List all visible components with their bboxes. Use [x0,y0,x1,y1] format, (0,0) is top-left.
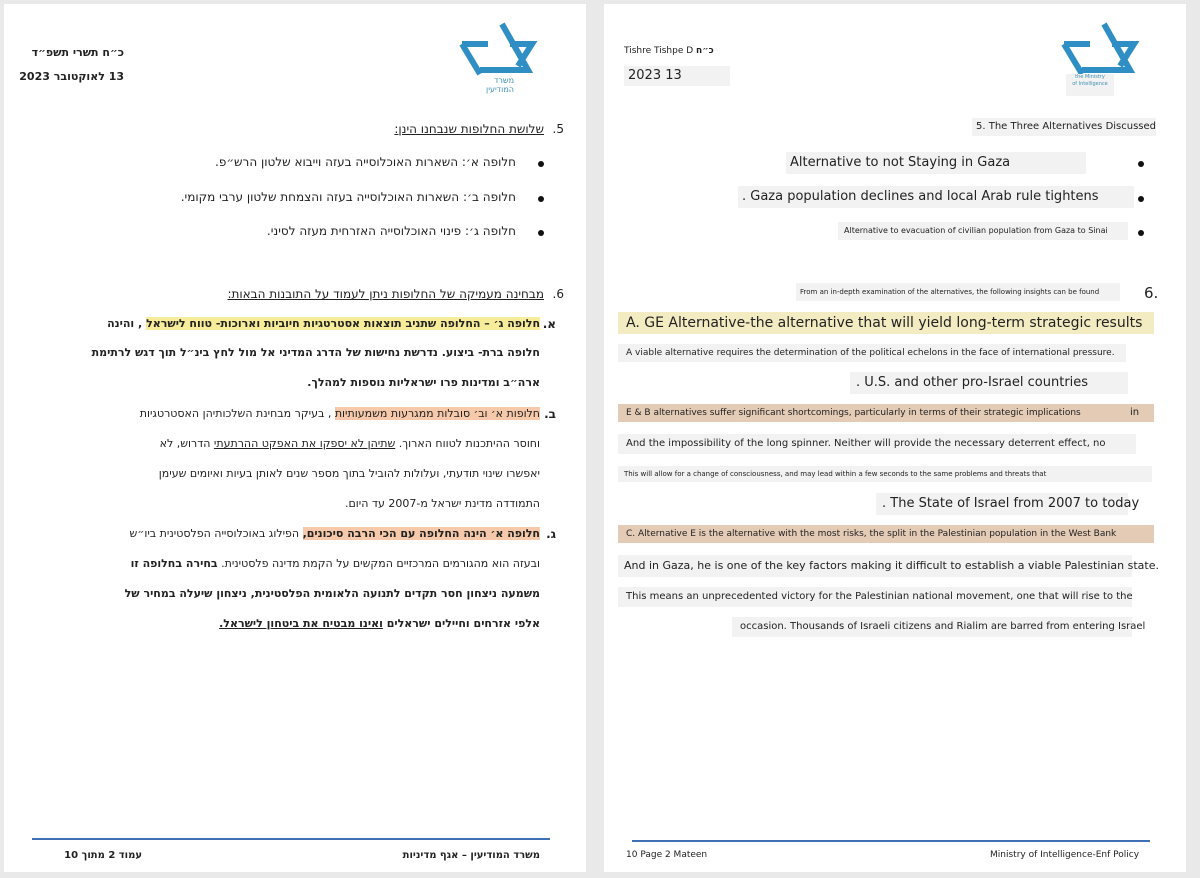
section5-bullet-2: חלופה ב׳: השארות האוכלוסייה בעזה והצמחת שלטון ערבי מקומי. [180,190,516,204]
translation-line-b: E & B alternatives suffer significant shortcomings, particularly in terms of their strategic implications [618,404,1122,422]
item-b-letter: ב. [544,407,556,421]
section5-heading: 5. The Three Alternatives Discussed [972,118,1156,136]
translated-date-text: Tishre Tishpe D [624,46,694,56]
item-c-line2-b: בחירה בחלופה זו [130,557,218,570]
item-b-line1-rest: , בעיקר מבחינת השלכותיהן האסטרטגיות [139,407,332,420]
footer-department: Ministry of Intelligence-Enf Policy [990,850,1140,860]
item-a-line2: חלופה ברת- ביצוע. נדרשת נחישות של הדרג המדיני אל מול לחץ בינ״ל תוך דגש לרתימת [91,346,540,359]
translation-line-c: C. Alternative E is the alternative with the most risks, the split in the Palestinian population in the West Bank [618,525,1154,543]
item-c-line4-underlined: ואינו מבטיח את ביטחון לישראל. [219,617,383,630]
hebrew-document-page [4,4,586,872]
highlight-a: חלופה ג׳ – החלופה שתניב תוצאות אסטרטגיות חיוביות וארוכות- טווח לישראל [146,317,540,330]
footer-rule [32,838,550,840]
logo-text-line2: המודיעין [486,85,514,94]
item-a-line3: ארה״ב ומדינות פרו ישראליות נוספות למהלך. [307,376,540,389]
item-a-line1-rest: , והינה [107,317,143,330]
item-a-letter: א. [542,317,556,331]
section5-heading: שלושת החלופות שנבחנו הינן: [394,122,544,136]
item-c-line4 [20,617,540,630]
footer-department: משרד המודיעין – אגף מדיניות [402,850,540,861]
item-b-line4: התמודדה מדינת ישראל מ-2007 עד היום. [345,497,540,510]
logo-text-line1: the Ministry [1075,74,1105,80]
section6-heading: מבחינה מעמיקה של החלופות ניתן לעמוד על התובנות הבאות: [227,287,544,301]
bullet-dot [1138,161,1144,167]
translated-date-hebrew: כ״ח [696,46,714,56]
translated-date-line1 [624,46,728,60]
item-c-line4-a: אלפי אזרחים וחיילים ישראלים [386,617,540,630]
translation-line-b3: This will allow for a change of consciousness, and may lead within a few seconds to the same problems and threats that [618,466,1152,482]
item-c-letter: ג. [546,527,556,541]
logo-caption-box [1066,74,1114,96]
section5-bullet-2: . Gaza population declines and local Arab rule tightens [738,186,1134,208]
translation-line-c4: occasion. Thousands of Israeli citizens and Rialim are barred from entering Israel [732,617,1132,637]
item-b-line2 [20,437,540,450]
section6-number: 6. [1144,284,1159,302]
item-b-line2-underlined: שתיהן לא יספקו את האפקט ההרתעתי [213,437,396,450]
item-c-line1-rest: הפילוג באוכלוסייה הפלסטינית ביו״ש [129,527,300,540]
ministry-logo [458,18,538,98]
section5-bullet-3: Alternative to evacuation of civilian population from Gaza to Sinai [838,222,1128,240]
logo-text-line2: of Intelligence [1072,81,1108,87]
item-b-line2-a: וחוסר ההיתכנות לטווח הארוך. [398,437,540,450]
item-c-line3: משמעה ניצחון חסר תקדים לתנועה הלאומית הפלסטינית, ניצחון שיעלה במחיר של [124,587,540,600]
translation-line-c3: This means an unprecedented victory for the Palestinian national movement, one that will rise to the [618,587,1132,607]
highlight-b: חלופות א׳ וב׳ סובלות ממגרעות משמעותיות [334,407,540,420]
translated-date-line2: 2023 13 [624,66,730,86]
item-a-line1 [20,317,540,330]
bullet-dot [538,230,544,236]
section5-bullet-1: Alternative to not Staying in Gaza [786,152,1086,174]
footer-page-number: עמוד 2 מתוך 10 [64,850,142,861]
bullet-dot [538,196,544,202]
logo-text-line1: משרד [494,76,514,85]
item-b-line1 [20,407,540,420]
item-c-line2 [20,557,540,570]
item-b-line3: יאפשרו שינוי תודעתי, ועלולות להוביל בתוך מספר שנים לאותן בעיות ואיומים שעימן [158,467,540,480]
section5-bullet-1: חלופה א׳: השארות האוכלוסייה בעזה וייבוא שלטון הרש״פ. [215,155,516,169]
gregorian-date: 13 לאוקטובר 2023 [19,70,124,83]
translation-line-a2: A viable alternative requires the determination of the political echelons in the face of international pressure. [618,344,1126,362]
highlight-c: חלופה א׳ הינה החלופה עם הכי הרבה סיכונים, [302,527,540,540]
ministry-logo [1060,18,1146,98]
translation-line-c2: And in Gaza, he is one of the key factors making it difficult to establish a viable Palestinian state. [618,555,1132,577]
translation-line-a3: . U.S. and other pro-Israel countries [850,372,1128,394]
translation-line-a: A. GE Alternative-the alternative that will yield long-term strategic results [618,312,1154,334]
translation-line-b2: And the impossibility of the long spinner. Neither will provide the necessary deterrent effect, no [618,434,1136,454]
bullet-dot [1138,196,1144,202]
bullet-dot [538,161,544,167]
section6-intro: From an in-depth examination of the alternatives, the following insights can be found [796,283,1120,301]
section5-number: 5. [552,122,564,136]
footer-page-number: 10 Page 2 Mateen [626,850,708,860]
item-b-line2-b: הדרוש, לא [159,437,211,450]
item-c-line2-a: ובעזה הוא מהגורמים המרכזיים המקשים על הקמת מדינה פלסטינית. [221,557,540,570]
hebrew-date: כ״ח תשרי תשפ״ד [31,46,124,59]
item-c-line1 [20,527,540,540]
section6-number: 6. [552,287,564,301]
english-translation-page [604,4,1186,872]
translation-line-b4: . The State of Israel from 2007 to today [876,493,1128,515]
footer-rule [632,840,1150,842]
translation-line-b-in: in [1122,404,1154,422]
section5-bullet-3: חלופה ג׳: פינוי האוכלוסייה האזרחית מעזה לסיני. [266,224,516,238]
bullet-dot [1138,230,1144,236]
